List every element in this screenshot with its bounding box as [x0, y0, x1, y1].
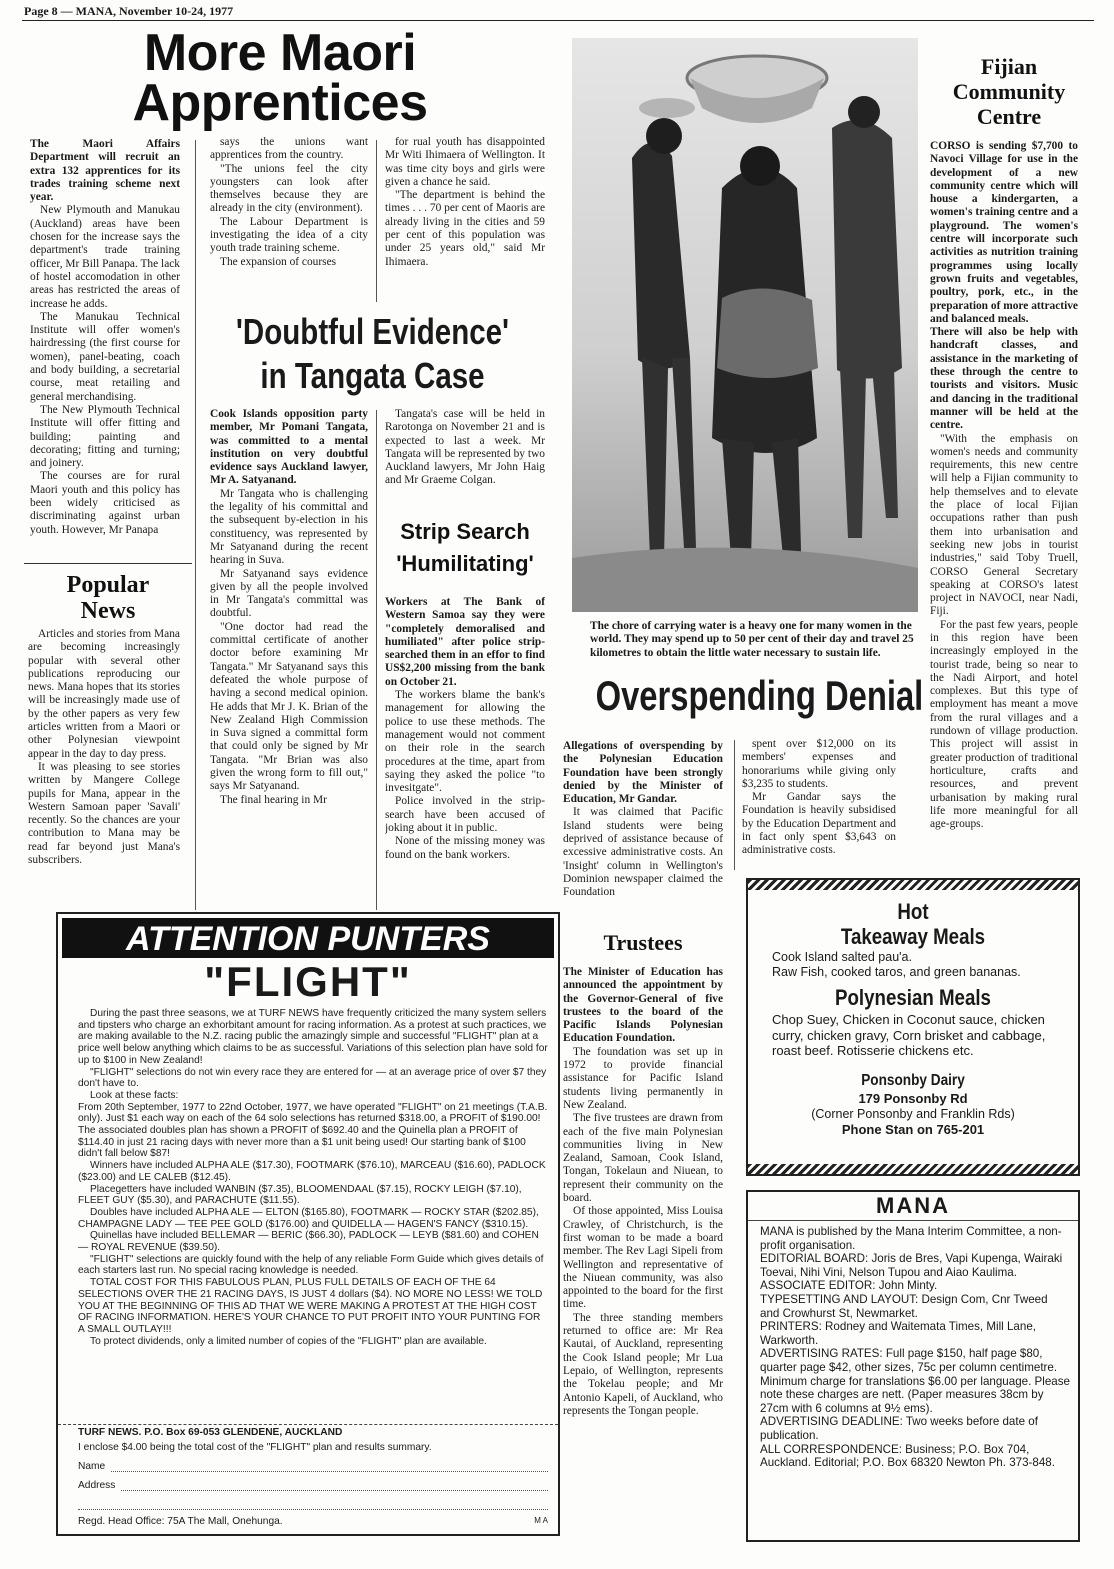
apprentices-para: for rual youth has disappointed Mr Witi Ihimaera of Wellington. It was time city boys and girls were given a chance he said.: [385, 136, 545, 188]
apprentices-para: The Maori Affairs Department will recruit an extra 132 apprentices for its trades training scheme next year.: [30, 138, 180, 204]
fijian-body: [930, 140, 1078, 870]
tangata-para: The final hearing in Mr: [220, 793, 327, 806]
trustees-para: The five trustees are drawn from each of the five main Polynesian communities living in New Zealand, Samoan, Cook Island, Tongan, Tokelaun and Niuean, to represent their community on the board.: [563, 1112, 723, 1205]
strip-para: Workers at The Bank of Western Samoa say they were "completely demoralised and humiliated" after police strip-searched them in an effor to find US$2,200 missing from the bank on October 21.: [385, 596, 545, 688]
strip-para: Police involved in the strip-search have been accused of joking about it in public.: [385, 795, 545, 835]
dairy-address: 179 Ponsonby Rd: [858, 1090, 968, 1106]
dairy-corner: (Corner Ponsonby and Franklin Rds): [811, 1106, 1015, 1121]
overspending-col-1: [563, 740, 723, 920]
strip-body: [385, 596, 545, 908]
dairy-phone: Phone Stan on 765-201: [841, 1121, 985, 1137]
flight-ad-para: Winners have included ALPHA ALE ($17.30), FOOTMARK ($76.10), MARCEAU ($16.60), PADLOCK ($23.00) and LE CALEB ($12.45).: [78, 1160, 546, 1183]
apprentices-para: The New Plymouth Technical Institute will offer fitting and building; painting and decorating; fitting and turning; and joinery.: [30, 403, 180, 470]
takeaway-title-1: Hot: [897, 899, 929, 924]
photo-caption: The chore of carrying water is a heavy one for many women in the world. They may spend up to 50 per cent of their day and travel 25 kilometres to obtain the little water necessary to sustain life.: [590, 620, 914, 659]
coupon-address-field[interactable]: [78, 1480, 548, 1491]
strip-para: The workers blame the bank's management for allowing the police to use these methods. The management would not comment on their role in the search procedures at the time, apart from saying they asked the police "to invesitgate".: [385, 689, 545, 795]
apprentices-col-2: [210, 136, 368, 298]
popular-headline: [24, 572, 192, 624]
coupon-name-label: Name: [78, 1461, 106, 1472]
fijian-headline-line-3: Centre: [976, 104, 1042, 129]
coupon-enclose: I enclose $4.00 being the total cost of the "FLIGHT" plan and results summary.: [78, 1442, 432, 1453]
flight-ad-para: During the past three seasons, we at TURF NEWS have frequently criticized the many system sellers and tipsters who charge an exhorbitant amount for racing information. As a protest at such practices, we are making available to the N.Z. racing public the amazingly simple and successful "FLIGHT" plan at a price well below anything which claims to be as successful. Variations of this selection plan have sold for up to $100 in New Zealand!: [78, 1008, 548, 1066]
coupon-name-dots: [111, 1461, 548, 1472]
flight-ad-title: "FLIGHT": [204, 958, 412, 1005]
fijian-para: "With the emphasis on women's needs and community requirements, this new centre will help a Fijian community to help themselves and to elevate the place of local Fijian occupations rather than push them into urbanisation and seeking new jobs in tourist industries," said Toby Truell, CORSO General Secretary speaking at CORSO's latest project in NAVOCI, near Nadi, Fiji.: [930, 432, 1078, 618]
mana-box-line: ASSOCIATE EDITOR: John Minty.: [760, 1279, 938, 1293]
regd-office: Regd. Head Office: 75A The Mall, Onehunga.: [78, 1516, 283, 1527]
tangata-para: Cook Islands opposition party member, Mr Pomani Tangata, was committed to a mental institution on very doubtful evidence says Auckland lawyer, Mr A. Satyanand.: [210, 408, 368, 487]
mana-masthead-box: [746, 1190, 1080, 1542]
coupon-name-field[interactable]: [78, 1461, 548, 1472]
overspending-para: Allegations of overspending by the Polynesian Education Foundation have been strongly denied by the Minister of Education, Mr Gandar.: [563, 740, 723, 806]
tangata-para: Tangata's case will be held in Rarotonga on November 21 and is expected to last a week. Mr Tangata will be represented by two Auckland lawyers, Mr John Haig and Mr Graeme Colgan.: [385, 408, 545, 487]
popular-body: [28, 628, 180, 908]
order-coupon: [58, 1424, 558, 1527]
apprentices-para: says the unions want apprentices from the country.: [210, 136, 368, 162]
popular-divider: [24, 563, 192, 564]
mana-box-line: PRINTERS: Rodney and Waitemata Times, Mill Lane, Warkworth.: [760, 1320, 1036, 1347]
apprentices-para: "The unions feel the city youngsters can look after themselves because they are already in the city (environment).: [210, 162, 368, 215]
flight-ad-para: "FLIGHT" selections are quickly found with the help of any reliable Form Guide which gives details of each starters last run. No special racing knowledge is needed.: [78, 1253, 544, 1277]
strip-para: None of the missing money was found on the bank workers.: [385, 835, 545, 861]
apprentices-para: The courses are for rural Maori youth and this policy has been widely criticised as discriminating against urban youth. However, Mr Panapa: [30, 470, 180, 536]
flight-ad-para: Quinellas have included BELLEMAR — BERIC ($66.30), PADLOCK — LEYB ($81.60) and COHEN — ROYAL REVENUE ($39.50).: [78, 1230, 539, 1254]
header-rule: [22, 20, 1094, 21]
water-carriers-illustration: [572, 38, 918, 612]
flight-ad: [56, 912, 560, 1536]
dairy-name: Ponsonby Dairy: [861, 1071, 965, 1089]
apprentices-col-3: [385, 136, 545, 298]
zigzag-border: [748, 880, 1078, 890]
overspending-headline: Overspending Denial: [595, 672, 924, 719]
takeaway-ad: [746, 878, 1080, 1176]
tangata-headline: [231, 310, 514, 398]
tangata-para: "One doctor had read the committal certificate of another doctor before examining Mr Tangata." Mr Satyanand says this defeated the whole purpose of having a second medical opinion. He adds that Mr J. K. Brian of the New Zealand High Commission in Suva signed a committal form that could only be signed by Mr Tangata. "Mr Brian was also given the wrong form to fill out," says Mr Satyanand.: [210, 620, 368, 793]
trustees-para: The three standing members returned to office are: Mr Rea Kautai, of Auckland, representing the Cook Island people; Mr Lua Lepaio, of Wellington, represents the Tokelau people; and Mr Antonio Kapeli, of Auckland, who represents the Tongan people.: [563, 1311, 723, 1417]
trustees-para: Of those appointed, Miss Louisa Crawley, of Christchurch, is the first woman to be made a board member. The Rev Lagi Sipeli from Wellington and representative of the Niuean community, was also appointed to the board for the first time.: [563, 1205, 723, 1311]
water-carriers-photo: [572, 38, 918, 612]
mana-box-line: TYPESETTING AND LAYOUT: Design Com, Cnr Tweed and Crowhurst St, Newmarket.: [760, 1292, 1048, 1320]
column-rule: [734, 740, 735, 870]
coupon-footer: [78, 1516, 548, 1527]
mana-box-line: MANA is published by the Mana Interim Committee, a non-profit organisation.: [760, 1225, 1062, 1252]
flight-ad-para: From 20th September, 1977 to 22nd October, 1977, we have operated "FLIGHT" on 21 meetings (T.A.B. only). Just $1 each way on each of the 64 solo selections has returned $318.00, a PROFIT of $190.00! The associated doubles plan has shown a PROFIT of $692.40 and the Quinella plan a PROFIT of $114.40 in just 21 racing days with never more than a $1 unit being used! Our starting bank of $100 didn't fall below $87!: [78, 1101, 548, 1160]
apprentices-para: The Labour Department is investigating the idea of a city youth trade training scheme.: [210, 215, 368, 255]
popular-para: It was pleasing to see stories written by Mangere College pupils for Mana, appear in the Western Samoan paper 'Savali' recently. So the chances are your contribution to Mana may be read far beyond just Mana's subscribers.: [28, 760, 180, 867]
flight-ad-para: Doubles have included ALPHA ALE — ELTON ($165.80), FOOTMARK — ROCKY STAR ($202.85), CHAMPAGNE LADY — TEE PEE GOLD ($176.00) and QUIDELLA — HAGEN'S FANCY ($310.15).: [78, 1206, 539, 1230]
overspending-para: It was claimed that Pacific Island students were being deprived of assistance because of excessive administrative costs. An 'Insight' column in Wellington's Dominion newspaper claimed the Foundation: [563, 806, 723, 899]
takeaway-line-1: Cook Island salted pau'a.: [772, 950, 912, 964]
overspending-col-2: [742, 738, 896, 868]
popular-para: Articles and stories from Mana are becoming increasingly popular with several other publications reproducing our news. Mana hopes that its stories will be increasingly made use of by the other papers as very few articles written from a Maori or other Polynesian viewpoint appear in the day to day press.: [28, 628, 180, 760]
apprentices-col-1: [30, 138, 180, 550]
polynesian-meals-body: Chop Suey, Chicken in Coconut sauce, chicken curry, chicken gravy, Corn brisket and cabbage, roast beef. Rotisserie chickens etc.: [772, 1012, 1046, 1058]
mana-box-line: ADVERTISING DEADLINE: Two weeks before date of publication.: [760, 1415, 1038, 1442]
mana-box-line: ALL CORRESPONDENCE: Business; P.O. Box 704, Auckland. Editorial; P.O. Box 68320 Newton Ph. 373-848.: [760, 1442, 1055, 1470]
flight-ad-para: Placegetters have included WANBIN ($7.35), BLOOMENDAAL ($7.15), ROCKY LEIGH ($7.10), FLEET GUY ($5.30), and PARACHUTE ($11.55).: [78, 1183, 522, 1207]
popular-headline-line-1: Popular: [66, 572, 150, 598]
apprentices-para: New Plymouth and Manukau (Auckland) areas have been chosen for the increase says the department's trade training officer, Mr Bill Panapa. The lack of hostel accomodation in other areas has restricted the areas of increase he adds.: [30, 204, 180, 310]
tangata-col-1: [210, 408, 368, 908]
apprentices-headline-line-1: More Maori: [143, 24, 417, 82]
takeaway-title-2: Takeaway Meals: [840, 924, 986, 949]
coupon-address: TURF NEWS. P.O. Box 69-053 GLENDENE, AUCKLAND: [78, 1427, 343, 1438]
tangata-para: Mr Satyanand says evidence given by all the people involved in Mr Tangata's committal was doubtful.: [210, 567, 368, 620]
apprentices-para: The Manukau Technical Institute will offer women's hairdressing (the first course for women), panel-beating, coach and body building, a secretarial course, meat retailing and general merchandising.: [30, 310, 180, 403]
coupon-address-field-2[interactable]: [78, 1499, 548, 1510]
mana-box-body: [748, 1221, 1078, 1470]
flight-ad-para: To protect dividends, only a limited number of copies of the "FLIGHT" plan are available.: [90, 1335, 487, 1347]
fijian-para: CORSO is sending $7,700 to Navoci Village for use in the development of a new community centre which will house a kindergarten, a women's training centre and a playground. The women's centre will incorporate such activities as nutrition training programmes using locally grown fruits and vegetables, poultry, pork, etc., in the preparation of more attractive and balanced meals.: [930, 140, 1078, 325]
mana-box-line: ADVERTISING RATES: Full page $150, half page $80, quarter page $42, other sizes, 75c per column centimetre. Minimum charge for translations $6.00 per language. Please note these charges are nett. (Paper measures 38cm by 27cm with 6 columns at 9½ ems).: [760, 1347, 1070, 1415]
tangata-col-2: [385, 408, 545, 504]
ad-code: M A: [534, 1516, 548, 1525]
column-rule: [195, 140, 196, 910]
page-folio: Page 8 — MANA, November 10-24, 1977: [24, 4, 234, 18]
flight-ad-para: "FLIGHT" selections do not win every race they are entered for — at an average price of over $7 they don't have to.: [78, 1066, 547, 1090]
overspending-para: spent over $12,000 on its members' expenses and honorariums while giving only $3,235 to students.: [742, 738, 896, 790]
overspending-para: Mr Gandar says the Foundation is heavily subsidised by the Education Department and in fact only spent $3,643 on administrative costs.: [742, 791, 896, 857]
tangata-headline-line-1: 'Doubtful Evidence': [235, 311, 510, 352]
fijian-para: There will also be help with handcraft classes, and assistance in the marketing of these through the centre to tourists and visitors. Music and dancing in the traditional manner will be held at the centre.: [930, 326, 1078, 432]
trustees-para: The foundation was set up in 1972 to provide financial assistance for Pacific Island students living permanently in New Zealand.: [563, 1045, 723, 1111]
strip-headline-line-2: 'Humilitating': [396, 551, 534, 576]
fijian-headline-line-2: Community: [952, 79, 1066, 104]
coupon-address-dots: [121, 1480, 548, 1491]
popular-headline-line-2: News: [80, 598, 136, 624]
apprentices-para: "The department is behind the times . . . 70 per cent of Maoris are already living in the cities and 59 per cent of this population was under 25 years old," said Mr Ihimaera.: [385, 189, 545, 268]
takeaway-line-2: Raw Fish, cooked taros, and green bananas.: [772, 965, 1021, 979]
strip-headline-line-1: Strip Search: [400, 519, 530, 544]
trustees-body: [563, 966, 723, 1544]
strip-headline: [382, 516, 548, 580]
flight-ad-banner: ATTENTION PUNTERS: [62, 918, 554, 958]
mana-box-title: MANA: [748, 1192, 1078, 1221]
flight-ad-body: [58, 1004, 558, 1347]
tangata-para: Mr Tangata who is challenging the legality of his committal and the subsequent by-election in his constituency, was represented by Mr Satyanand during the recent hearing in Suva.: [210, 487, 368, 567]
coupon-address-label: Address: [78, 1480, 116, 1491]
fijian-headline: [924, 54, 1094, 129]
apprentices-para: The expansion of courses: [220, 255, 337, 268]
zigzag-border: [748, 1164, 1078, 1174]
flight-ad-para: TOTAL COST FOR THIS FABULOUS PLAN, PLUS FULL DETAILS OF EACH OF THE 64 SELECTIONS OVER THE 21 RACING DAYS, IS JUST 4 dollars ($4). NO MORE NO LESS! WE TOLD YOU AT THE BEGINNING OF THIS AD THAT WE WERE MAKING A PROTEST AT THE HIGH COST OF RACING INFORMATION. HERE'S YOUR CHANCE TO PUT PROFIT INTO YOUR PUNTING FOR A SMALL OUTLAY!!!: [78, 1277, 543, 1335]
mana-box-line: EDITORIAL BOARD: Joris de Bres, Vapi Kupenga, Wairaki Toevai, Nihi Vini, Nelson Tupou and Aiao Kaulima.: [760, 1252, 1063, 1279]
apprentices-headline-line-2: Apprentices: [132, 74, 428, 132]
flight-ad-para: Look at these facts:: [90, 1089, 179, 1101]
trustees-para: The Minister of Education has announced the appointment by the Governor-General of five trustees to the board of the Pacific Islands Polynesian Education Foundation.: [563, 966, 723, 1045]
column-rule: [376, 140, 377, 302]
fijian-headline-line-1: Fijian: [980, 54, 1038, 79]
apprentices-headline: [110, 24, 450, 132]
tangata-headline-line-2: in Tangata Case: [260, 355, 485, 396]
trustees-headline: Trustees: [603, 930, 683, 955]
column-rule: [376, 410, 377, 910]
fijian-para: For the past few years, people in this region have been increasingly employed in the tourist trade, being so near to the Nadi Airport, and hotel complexes. But this type of employment has meant a move from the rural villages and a rundown of village production. This project will assist in greater production of traditional horticulture, crafts and resources, and prevent urbanisation by making rural life more meaningful for all age-groups.: [930, 618, 1078, 831]
coupon-address-dots: [78, 1499, 548, 1510]
polynesian-meals-title: Polynesian Meals: [835, 985, 991, 1010]
